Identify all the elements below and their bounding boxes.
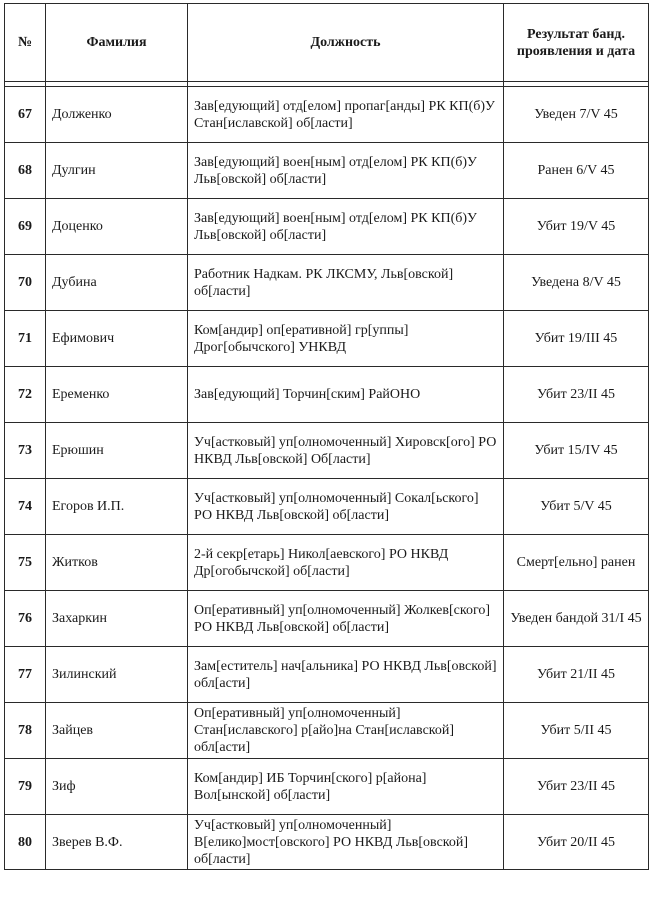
row-result: Убит 19/III 45 [504,311,649,367]
table-body [5,87,649,870]
row-surname: Ерюшин [46,423,188,479]
header-position: Должность [188,4,504,82]
row-surname: Еременко [46,367,188,423]
row-position: Зав[едующий] воен[ным] отд[елом] РК КП(б)У Льв[овской] об[ласти] [188,143,504,199]
row-result: Убит 19/V 45 [504,199,649,255]
row-result: Убит 5/V 45 [504,479,649,535]
row-position: Оп[еративный] уп[олномоченный] Жолкев[ского] РО НКВД Льв[овской] об[ласти] [188,591,504,647]
row-surname: Захаркин [46,591,188,647]
row-number: 74 [5,479,46,535]
row-surname: Долженко [46,87,188,143]
table-row [5,759,649,815]
row-position: Зав[едующий] воен[ным] отд[елом] РК КП(б)У Льв[овской] об[ласти] [188,199,504,255]
row-number: 79 [5,759,46,815]
row-surname: Зиф [46,759,188,815]
row-number: 76 [5,591,46,647]
row-number: 75 [5,535,46,591]
row-surname: Житков [46,535,188,591]
row-result: Убит 23/II 45 [504,367,649,423]
row-position: Зам[еститель] нач[альника] РО НКВД Льв[овской] обл[асти] [188,647,504,703]
row-result: Убит 5/II 45 [504,703,649,759]
table-row [5,591,649,647]
header-surname: Фамилия [46,4,188,82]
table-row [5,423,649,479]
row-number: 70 [5,255,46,311]
row-number: 68 [5,143,46,199]
row-position: Зав[едующий] Торчин[ским] РайОНО [188,367,504,423]
row-result: Убит 20/II 45 [504,815,649,870]
row-position: Зав[едующий] отд[елом] пропаг[анды] РК КП(б)У Стан[иславской] об[ласти] [188,87,504,143]
casualty-table [4,3,649,870]
row-position: Ком[андир] ИБ Торчин[ского] р[айона] Вол[ынской] об[ласти] [188,759,504,815]
row-position: Уч[астковый] уп[олномоченный] Сокал[ьского] РО НКВД Льв[овской] об[ласти] [188,479,504,535]
row-number: 80 [5,815,46,870]
row-result: Уведена 8/V 45 [504,255,649,311]
table-row [5,703,649,759]
row-number: 72 [5,367,46,423]
row-position: Уч[астковый] уп[олномоченный] В[елико]мост[овского] РО НКВД Льв[овской] об[ласти] [188,815,504,870]
row-position: Оп[еративный] уп[олномоченный] Стан[иславского] р[айо]на Стан[иславской] обл[асти] [188,703,504,759]
table-row [5,143,649,199]
row-surname: Ефимович [46,311,188,367]
header-num: № [5,4,46,82]
table-header [5,4,649,82]
row-number: 69 [5,199,46,255]
row-surname: Зилинский [46,647,188,703]
table-row [5,815,649,870]
row-surname: Доценко [46,199,188,255]
row-position: 2-й секр[етарь] Никол[аевского] РО НКВД Др[огобычской] об[ласти] [188,535,504,591]
row-number: 77 [5,647,46,703]
row-result: Убит 21/II 45 [504,647,649,703]
row-surname: Зверев В.Ф. [46,815,188,870]
row-number: 67 [5,87,46,143]
row-surname: Дулгин [46,143,188,199]
row-result: Ранен 6/V 45 [504,143,649,199]
row-result: Убит 23/II 45 [504,759,649,815]
row-number: 73 [5,423,46,479]
table-row [5,479,649,535]
row-position: Уч[астковый] уп[олномоченный] Хировск[ого] РО НКВД Льв[овской] Об[ласти] [188,423,504,479]
row-number: 78 [5,703,46,759]
row-result: Убит 15/IV 45 [504,423,649,479]
row-result: Смерт[ельно] ранен [504,535,649,591]
table-row [5,647,649,703]
table-row [5,535,649,591]
table-row [5,255,649,311]
row-result: Уведен 7/V 45 [504,87,649,143]
header-result: Результат банд. проявления и дата [504,4,649,82]
row-surname: Зайцев [46,703,188,759]
table-row [5,367,649,423]
row-position: Ком[андир] оп[еративной] гр[уппы] Дрог[обычского] УНКВД [188,311,504,367]
row-surname: Егоров И.П. [46,479,188,535]
table-row [5,199,649,255]
row-position: Работник Надкам. РК ЛКСМУ, Льв[овской] об[ласти] [188,255,504,311]
row-result: Уведен бандой 31/I 45 [504,591,649,647]
table-row [5,87,649,143]
table-row [5,311,649,367]
row-number: 71 [5,311,46,367]
row-surname: Дубина [46,255,188,311]
